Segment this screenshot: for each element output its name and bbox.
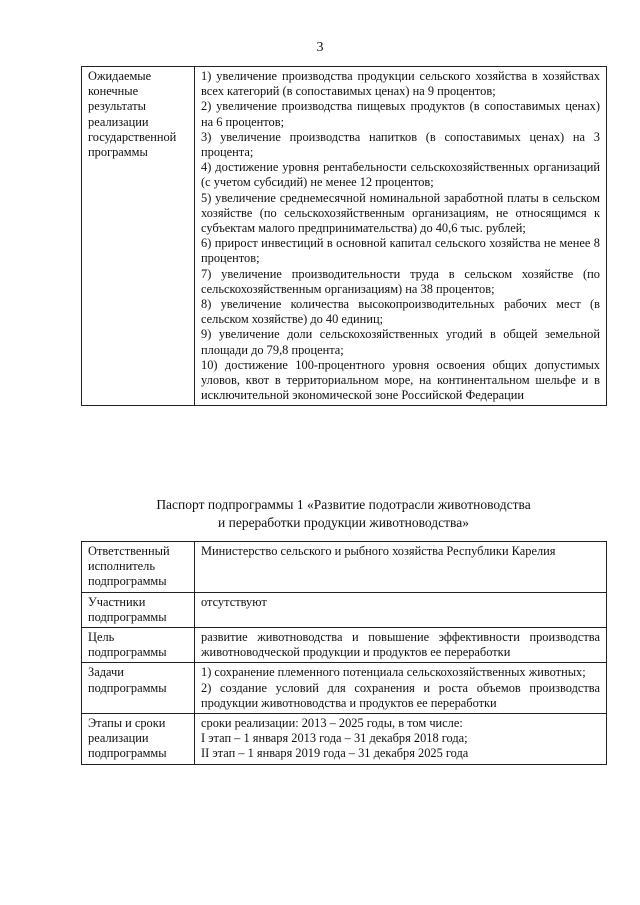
section-title bbox=[81, 496, 606, 532]
table-row bbox=[82, 67, 607, 406]
row-value bbox=[195, 628, 607, 663]
value-line: II этап – 1 января 2019 года – 31 декабря 2025 года bbox=[201, 746, 469, 761]
row-label bbox=[82, 714, 195, 765]
label-line: Ожидаемые bbox=[88, 69, 152, 83]
list-item: 7) увеличение производительности труда в сельском хозяйстве (по сельскохозяйственным организациям) на 38 процентов; bbox=[201, 266, 600, 296]
results-list bbox=[195, 67, 607, 406]
value-line: сроки реализации: 2013 – 2025 годы, в том числе: bbox=[201, 716, 463, 731]
row-value bbox=[195, 663, 607, 714]
row-label bbox=[82, 628, 195, 663]
section-title-line: Паспорт подпрограммы 1 «Развитие подотрасли животноводства bbox=[156, 497, 531, 512]
list-item: 9) увеличение доли сельскохозяйственных угодий в общей земельной площади до 79,8 процента; bbox=[201, 327, 600, 357]
label-line: конечные bbox=[88, 84, 139, 99]
list-item: 8) увеличение количества высокопроизводительных рабочих мест (в сельском хозяйстве) до 40 единиц; bbox=[201, 297, 600, 327]
label-line: программы bbox=[88, 145, 148, 160]
label-line: результаты bbox=[88, 99, 146, 114]
row-label bbox=[82, 663, 195, 714]
list-item: 1) увеличение производства продукции сельского хозяйства в хозяйствах всех категорий (в сопоставимых ценах) на 9 процентов; bbox=[201, 69, 600, 99]
row-label bbox=[82, 542, 195, 593]
label-line: исполнитель bbox=[88, 559, 155, 574]
row-label bbox=[82, 67, 195, 406]
subprogram-passport-table bbox=[81, 541, 607, 765]
list-item: 2) увеличение производства пищевых продуктов (в сопоставимых ценах) на 6 процентов; bbox=[201, 99, 600, 129]
value-line: Министерство сельского и рыбного хозяйства Республики Карелия bbox=[201, 544, 556, 558]
label-line: Цель bbox=[88, 630, 115, 645]
label-line: Ответственный bbox=[88, 544, 170, 558]
table-row bbox=[82, 628, 607, 663]
label-line: Участники bbox=[88, 594, 146, 609]
section-title-line: и переработки продукции животноводства» bbox=[218, 515, 469, 530]
list-item: 5) увеличение среднемесячной номинальной заработной платы в сельском хозяйстве (по сельскохозяйственным организациям, не относящимся к субъектам малого предпринимательства) до 40,6 тыс. рублей; bbox=[201, 190, 600, 236]
label-line: подпрограммы bbox=[88, 645, 167, 660]
list-item: 3) увеличение производства напитков (в сопоставимых ценах) на 3 процента; bbox=[201, 129, 600, 160]
value-line: развитие животноводства и повышение эффективности производства животноводческой продукции и продуктов ее переработки bbox=[201, 630, 600, 660]
label-line: подпрограммы bbox=[88, 574, 167, 589]
value-line: отсутствуют bbox=[201, 594, 267, 609]
list-item: 10) достижение 100-процентного уровня освоения общих допустимых уловов, квот в территориальном море, на континентальном шельфе и в исключительной экономической зоне Российской Федерации bbox=[201, 357, 600, 403]
label-line: Этапы и сроки bbox=[88, 716, 166, 731]
table-row bbox=[82, 663, 607, 714]
table-row bbox=[82, 542, 607, 593]
label-line: подпрограммы bbox=[88, 746, 167, 761]
table-row bbox=[82, 714, 607, 765]
row-value bbox=[195, 714, 607, 765]
list-item: 6) прирост инвестиций в основной капитал сельского хозяйства не менее 8 процентов; bbox=[201, 236, 600, 266]
label-line: подпрограммы bbox=[88, 609, 167, 624]
value-line: I этап – 1 января 2013 года – 31 декабря 2018 года; bbox=[201, 731, 468, 746]
label-line: государственной bbox=[88, 129, 177, 144]
label-line: подпрограммы bbox=[88, 680, 167, 695]
table-row bbox=[82, 592, 607, 627]
page-number: 3 bbox=[316, 40, 324, 55]
value-line: 2) создание условий для сохранения и роста объемов производства продукции животноводства и продуктов ее переработки bbox=[201, 680, 600, 710]
label-line: реализации bbox=[88, 114, 149, 129]
list-item: 4) достижение уровня рентабельности сельскохозяйственных организаций (с учетом субсидий) не менее 12 процентов; bbox=[201, 160, 600, 190]
value-line: 1) сохранение племенного потенциала сельскохозяйственных животных; bbox=[201, 665, 586, 680]
label-line: реализации bbox=[88, 731, 149, 746]
label-line: Задачи bbox=[88, 665, 124, 680]
row-value bbox=[195, 592, 607, 627]
row-value bbox=[195, 542, 607, 593]
expected-results-table bbox=[81, 66, 607, 406]
row-label bbox=[82, 592, 195, 627]
